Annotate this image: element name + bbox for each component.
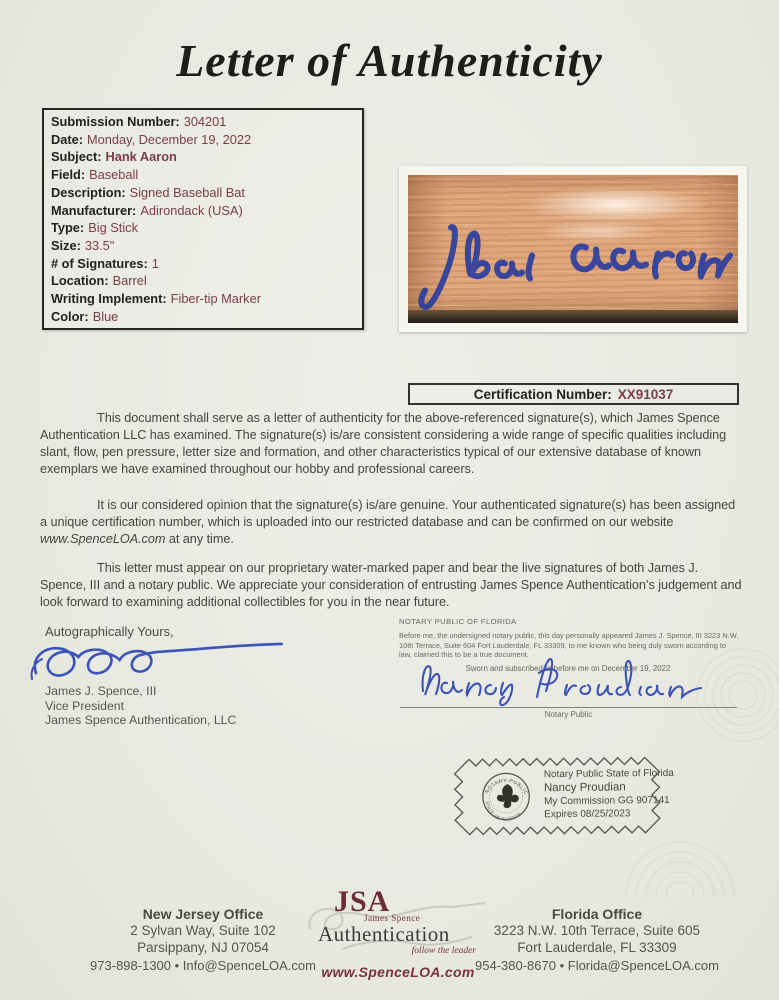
detail-label: Type: bbox=[51, 220, 85, 236]
stamp-line: Notary Public State of Florida bbox=[543, 767, 674, 781]
office-address: 3223 N.W. 10th Terrace, Suite 605 bbox=[493, 923, 701, 938]
table-row bbox=[51, 237, 362, 255]
detail-value: Blue bbox=[92, 308, 119, 324]
detail-value: 304201 bbox=[183, 114, 227, 129]
signer-identity bbox=[45, 684, 236, 728]
bat-shadow bbox=[408, 310, 738, 323]
stamp-line: My Commission GG 907141 bbox=[544, 794, 670, 808]
notary-line-label: Notary Public bbox=[544, 710, 593, 719]
body-paragraph-3: This letter must appear on our proprietary water-marked paper and bear the live signatures of both James J. Spence, III and a notary public. We appreciate your consideration of entrusting James Spence Authentication’s judgement and look forward to examining additional collectibles for you in the near future. bbox=[40, 561, 742, 609]
logo-website: www.SpenceLOA.com bbox=[321, 964, 475, 980]
body-paragraph-2 bbox=[40, 497, 744, 548]
detail-value: 1 bbox=[151, 255, 159, 271]
stamp-text bbox=[544, 767, 675, 821]
detail-value: Adirondack (USA) bbox=[140, 202, 243, 218]
stamp-line: Nancy Proudian bbox=[543, 781, 626, 795]
office-contact: 954-380-8670 • Florida@SpenceLOA.com bbox=[475, 958, 719, 973]
office-title: Florida Office bbox=[551, 906, 643, 922]
nancy-proudian-signature bbox=[408, 645, 710, 707]
notary-signature-line bbox=[400, 707, 737, 708]
watermark-rings bbox=[620, 838, 740, 898]
table-row bbox=[51, 219, 362, 237]
table-row bbox=[51, 290, 362, 308]
table-row bbox=[51, 184, 362, 202]
detail-value: 33.5" bbox=[84, 237, 115, 253]
notary-statement: Before me, the undersigned notary public, this day personally appeared James J. Spence, III 3223 N.W. 10th Terrace, Suite 604 Fort Lauderdale, FL 33309, to me known who being duly sworn according to law, claimed this to be a true document. bbox=[399, 631, 739, 660]
sworn-line: Sworn and subscribed to before me on December 19, 2022 bbox=[465, 664, 671, 673]
logo-acronym: JSA bbox=[334, 885, 391, 918]
detail-label: Description: bbox=[51, 184, 126, 200]
detail-label: Submission Number: bbox=[51, 114, 180, 129]
watermark-rings bbox=[688, 640, 779, 750]
seal-top-text: NOTARY PUBLIC bbox=[484, 778, 529, 797]
detail-label: Location: bbox=[51, 273, 109, 289]
stamp-line: Expires 08/25/2023 bbox=[544, 808, 631, 821]
notary-heading: NOTARY PUBLIC OF FLORIDA bbox=[399, 617, 517, 626]
signer-title: Vice President bbox=[45, 698, 125, 713]
signer-company: James Spence Authentication, LLC bbox=[45, 713, 237, 728]
logo-word: Authentication bbox=[318, 922, 450, 946]
table-row bbox=[51, 308, 362, 326]
james-spence-signature bbox=[28, 626, 300, 692]
detail-value: Fiber-tip Marker bbox=[170, 291, 261, 307]
table-row bbox=[51, 202, 362, 220]
table-row bbox=[51, 131, 362, 149]
certification-number: XX91037 bbox=[617, 386, 674, 402]
svg-text:STATE OF FLORIDA bbox=[485, 801, 522, 822]
florida-office bbox=[432, 906, 762, 973]
detail-value: Baseball bbox=[89, 167, 139, 183]
table-row bbox=[51, 255, 362, 273]
signed-bat-photo bbox=[399, 166, 747, 332]
office-address: Parsippany, NJ 07054 bbox=[137, 939, 269, 955]
office-title: New Jersey Office bbox=[142, 906, 264, 922]
detail-value: Hank Aaron bbox=[105, 149, 177, 165]
website-text: www.SpenceLOA.com bbox=[40, 532, 166, 546]
detail-value: Signed Baseball Bat bbox=[129, 184, 245, 200]
signer-name: James J. Spence, III bbox=[45, 684, 157, 698]
eagle-icon bbox=[497, 784, 519, 808]
bat-wood-surface bbox=[408, 175, 738, 323]
logo-tagline: follow the leader bbox=[411, 946, 476, 956]
detail-label: Date: bbox=[51, 131, 83, 147]
body-paragraph-1: This document shall serve as a letter of authenticity for the above-referenced signature(s), which James Spence Authentication LLC has examined. The signature(s) is/are consistent considering a wide range of specific qualities including slant, flow, pen pressure, letter size and formation, and other characteristics typical of our extensive database of known exemplars we have examined throughout our hobby and professional careers. bbox=[40, 411, 727, 476]
page-title: Letter of Authenticity bbox=[176, 35, 603, 86]
salutation: Autographically Yours, bbox=[45, 624, 174, 639]
submission-details-table bbox=[42, 108, 364, 330]
table-row bbox=[51, 272, 362, 290]
table-row bbox=[51, 166, 362, 184]
certification-number-box bbox=[408, 383, 739, 405]
hank-aaron-signature bbox=[408, 175, 738, 323]
detail-label: Writing Implement: bbox=[51, 291, 167, 307]
detail-value: Monday, December 19, 2022 bbox=[87, 131, 252, 147]
detail-label: Manufacturer: bbox=[51, 202, 137, 218]
office-address: 2 Sylvan Way, Suite 102 bbox=[130, 923, 276, 938]
detail-label: Color: bbox=[51, 308, 89, 324]
paragraph-text: at any time. bbox=[165, 532, 234, 546]
detail-label: # of Signatures: bbox=[51, 255, 148, 271]
notary-stamp bbox=[452, 749, 677, 841]
seal-bottom-text: STATE OF FLORIDA bbox=[484, 800, 523, 822]
paragraph-text: It is our considered opinion that the signature(s) is/are genuine. Your authenticated signature(s) has been assigned a unique certification number, which is uploaded into our restricted database and can be confirmed on our website bbox=[40, 498, 736, 529]
table-row bbox=[51, 148, 362, 166]
logo-name-small: James Spence bbox=[364, 913, 421, 923]
detail-label: Field: bbox=[51, 167, 86, 183]
table-row bbox=[51, 113, 362, 131]
office-contact: 973-898-1300 • Info@SpenceLOA.com bbox=[90, 958, 316, 973]
detail-label: Size: bbox=[51, 237, 81, 253]
office-address: Fort Lauderdale, FL 33309 bbox=[517, 939, 677, 955]
detail-value: Barrel bbox=[112, 273, 147, 289]
detail-value: Big Stick bbox=[88, 220, 138, 236]
certification-label: Certification Number: bbox=[473, 386, 612, 402]
detail-label: Subject: bbox=[51, 149, 102, 165]
